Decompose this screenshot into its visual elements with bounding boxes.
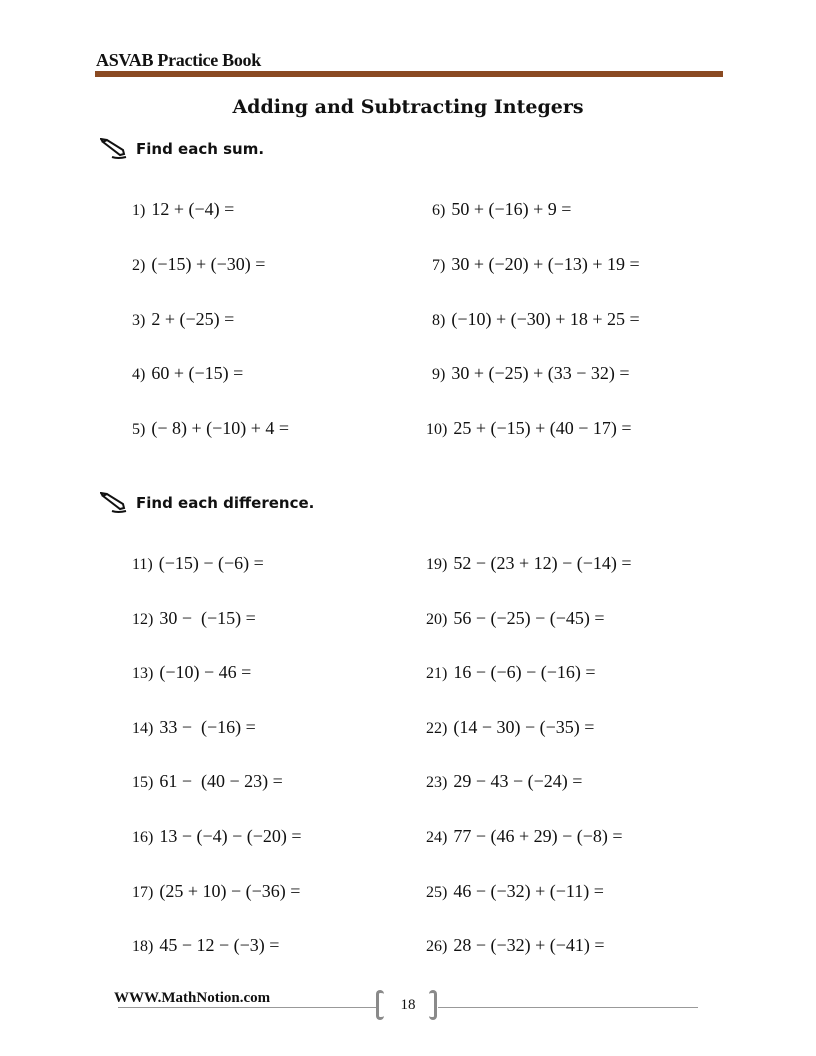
problem-expression: 30 − (−15) = <box>159 608 256 628</box>
problem-expression: 13 − (−4) − (−20) = <box>159 826 302 846</box>
problem-expression: (14 − 30) − (−35) = <box>453 717 595 737</box>
problem-expression: 50 + (−16) + 9 = <box>451 199 572 219</box>
problem-number: 18) <box>132 938 154 955</box>
problem-expression: 45 − 12 − (−3) = <box>159 935 280 955</box>
header-rule <box>95 71 723 77</box>
problem-expression: (25 + 10) − (−36) = <box>159 881 301 901</box>
section-difference-instruction: Find each difference. <box>136 494 315 512</box>
problem-number: 6) <box>432 202 446 219</box>
section-sum-instruction: Find each sum. <box>136 140 265 158</box>
problem-15 <box>132 771 283 792</box>
section-difference-heading <box>100 492 314 514</box>
problem-expression: 33 − (−16) = <box>159 717 256 737</box>
problem-number: 10) <box>426 421 448 438</box>
problem-expression: (−15) − (−6) = <box>158 553 264 573</box>
problem-expression: 12 + (−4) = <box>151 199 235 219</box>
problem-8 <box>432 309 640 330</box>
problem-expression: 16 − (−6) − (−16) = <box>453 662 596 682</box>
problem-6 <box>432 199 571 220</box>
problem-number: 20) <box>426 611 448 628</box>
problem-7 <box>432 254 640 275</box>
problem-number: 4) <box>132 366 146 383</box>
problem-expression: (−15) + (−30) = <box>151 254 266 274</box>
problem-number: 25) <box>426 884 448 901</box>
section-sum-heading <box>100 138 264 160</box>
problem-number: 12) <box>132 611 154 628</box>
problem-4 <box>132 363 243 384</box>
problem-11 <box>132 553 264 574</box>
problem-number: 13) <box>132 665 154 682</box>
page-heading: Adding and Subtracting Integers <box>232 96 584 118</box>
problem-2 <box>132 254 265 275</box>
problem-14 <box>132 717 256 738</box>
problem-number: 11) <box>132 556 153 573</box>
problem-expression: 77 − (46 + 29) − (−8) = <box>453 826 623 846</box>
problem-number: 15) <box>132 774 154 791</box>
problem-number: 7) <box>432 257 446 274</box>
right-bracket-ornament <box>429 990 437 1020</box>
problem-expression: (−10) − 46 = <box>159 662 252 682</box>
pencil-icon <box>100 138 128 160</box>
problem-number: 19) <box>426 556 448 573</box>
pencil-icon <box>100 492 128 514</box>
problem-expression: 30 + (−20) + (−13) + 19 = <box>451 254 640 274</box>
problem-9 <box>432 363 630 384</box>
footer-rule-right <box>438 1007 698 1008</box>
problem-24 <box>426 826 623 847</box>
problem-number: 16) <box>132 829 154 846</box>
problem-1 <box>132 199 234 220</box>
problem-number: 17) <box>132 884 154 901</box>
problem-number: 2) <box>132 257 146 274</box>
footer-website: WWW.MathNotion.com <box>114 990 271 1006</box>
problem-12 <box>132 608 256 629</box>
problem-expression: 25 + (−15) + (40 − 17) = <box>453 418 632 438</box>
problem-expression: 56 − (−25) − (−45) = <box>453 608 605 628</box>
book-title: ASVAB Practice Book <box>96 50 261 70</box>
problem-number: 8) <box>432 312 446 329</box>
footer-rule-left <box>118 1007 378 1008</box>
problem-expression: 52 − (23 + 12) − (−14) = <box>453 553 632 573</box>
problem-19 <box>426 553 632 574</box>
problem-expression: 61 − (40 − 23) = <box>159 771 283 791</box>
left-bracket-ornament <box>376 990 384 1020</box>
problem-13 <box>132 662 251 683</box>
problem-3 <box>132 309 234 330</box>
problem-expression: 2 + (−25) = <box>151 309 235 329</box>
problem-number: 21) <box>426 665 448 682</box>
problem-number: 22) <box>426 720 448 737</box>
problem-number: 1) <box>132 202 146 219</box>
problem-expression: 29 − 43 − (−24) = <box>453 771 583 791</box>
problem-number: 5) <box>132 421 146 438</box>
problem-10 <box>426 418 632 439</box>
problem-number: 14) <box>132 720 154 737</box>
problem-expression: 30 + (−25) + (33 − 32) = <box>451 363 630 383</box>
problem-5 <box>132 418 289 439</box>
problem-number: 24) <box>426 829 448 846</box>
problem-expression: (−10) + (−30) + 18 + 25 = <box>451 309 640 329</box>
problem-26 <box>426 935 605 956</box>
problem-17 <box>132 881 300 902</box>
problem-21 <box>426 662 596 683</box>
problem-18 <box>132 935 279 956</box>
page-number: 18 <box>400 997 416 1013</box>
problem-expression: 46 − (−32) + (−11) = <box>453 881 604 901</box>
problem-25 <box>426 881 604 902</box>
problem-number: 23) <box>426 774 448 791</box>
problem-22 <box>426 717 594 738</box>
problem-20 <box>426 608 605 629</box>
problem-number: 9) <box>432 366 446 383</box>
problem-expression: (− 8) + (−10) + 4 = <box>151 418 290 438</box>
problem-23 <box>426 771 582 792</box>
problem-expression: 28 − (−32) + (−41) = <box>453 935 605 955</box>
problem-expression: 60 + (−15) = <box>151 363 244 383</box>
problem-number: 26) <box>426 938 448 955</box>
problem-number: 3) <box>132 312 146 329</box>
problem-16 <box>132 826 302 847</box>
